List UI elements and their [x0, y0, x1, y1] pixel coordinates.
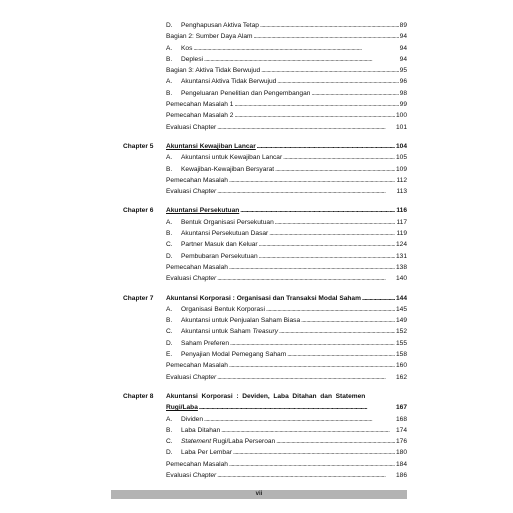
toc-row	[0, 99, 513, 110]
toc-row	[0, 273, 513, 284]
item-page: 186	[395, 471, 407, 479]
item-text: Saham Preferen	[181, 339, 230, 347]
toc-row	[0, 304, 513, 315]
toc-row	[0, 164, 513, 175]
item-page: 168	[395, 415, 407, 423]
toc-row	[0, 217, 513, 228]
item-text: Pemecahan Masalah	[166, 263, 228, 271]
chapter-heading-row	[0, 205, 513, 216]
item-letter: C.	[166, 328, 173, 336]
item-letter: A.	[166, 154, 173, 162]
toc-row	[0, 436, 513, 447]
chapter-page: 104	[395, 142, 407, 150]
item-page: 138	[395, 263, 407, 271]
chapter-title: Akuntansi Kewajiban Lancar	[166, 142, 256, 150]
item-text: Kewajiban-Kewajiban Bersyarat	[181, 165, 275, 173]
item-text: Organisasi Bentuk Korporasi	[181, 305, 265, 313]
item-text: Akuntansi untuk Saham Treasury	[181, 328, 279, 336]
toc-row	[0, 425, 513, 436]
item-letter: A.	[166, 78, 173, 86]
toc-row	[0, 228, 513, 239]
item-letter: A.	[166, 44, 173, 52]
chapter-heading-row	[0, 141, 513, 152]
item-letter: B.	[166, 165, 173, 173]
item-page: 174	[395, 426, 407, 434]
item-text: Evaluasi Chapter	[166, 188, 217, 196]
item-letter: A.	[166, 415, 173, 423]
item-text: Akuntansi Aktiva Tidak Berwujud	[181, 78, 277, 86]
toc-row	[0, 315, 513, 326]
item-letter: D.	[166, 22, 173, 29]
item-page: 180	[395, 449, 407, 457]
toc-row	[0, 251, 513, 262]
page-number: vii	[255, 491, 263, 497]
item-text: Bagian 2: Sumber Daya Alam	[166, 33, 253, 41]
item-page: 184	[395, 460, 407, 468]
toc-row	[0, 372, 513, 383]
item-text: Partner Masuk dan Keluar	[181, 241, 258, 249]
item-letter: C.	[166, 241, 173, 249]
toc-row	[0, 326, 513, 337]
chapter-page: 167	[395, 404, 407, 412]
item-text: Pengeluaran Penelitian dan Pengembangan	[181, 89, 311, 97]
item-text: Bagian 3: Aktiva Tidak Berwujud	[166, 67, 261, 75]
toc-row	[0, 349, 513, 360]
item-page: 119	[396, 230, 407, 238]
toc-row	[0, 414, 513, 425]
item-text: Akuntansi untuk Penjualan Saham Biasa	[181, 317, 301, 325]
item-text: Evaluasi Chapter	[166, 373, 217, 381]
toc-row	[0, 122, 513, 133]
item-letter: A.	[166, 218, 173, 226]
toc-row	[0, 360, 513, 371]
page-footer-bar	[111, 490, 407, 499]
chapter-label: Chapter 8	[123, 392, 154, 400]
toc-row	[0, 152, 513, 163]
item-text: Pemecahan Masalah	[166, 460, 228, 468]
item-letter: B.	[166, 426, 173, 434]
item-page: 113	[396, 188, 407, 196]
item-letter: B.	[166, 89, 173, 97]
toc-row	[0, 110, 513, 121]
item-letter: D.	[166, 449, 173, 457]
toc-row	[0, 338, 513, 349]
item-letter: E.	[166, 351, 173, 359]
chapter-title: Akuntansi Korporasi : Organisasi dan Transaksi Modal Saham	[166, 294, 361, 302]
item-page: 105	[395, 154, 407, 162]
item-text: Evaluasi Chapter	[166, 275, 217, 283]
item-page: 98	[399, 89, 407, 97]
item-page: 117	[396, 218, 407, 226]
chapter-title-line2: Rugi/Laba	[166, 404, 198, 412]
item-page: 99	[399, 101, 407, 109]
item-letter: B.	[166, 317, 173, 325]
toc-row	[0, 76, 513, 87]
chapter-page: 144	[395, 294, 407, 302]
item-text: Laba Per Lembar	[181, 449, 232, 457]
chapter-label: Chapter 6	[123, 207, 154, 215]
toc-row	[0, 88, 513, 99]
toc-row	[0, 459, 513, 470]
item-text: Kos	[181, 44, 193, 52]
item-text: Evaluasi Chapter	[166, 123, 217, 131]
chapter-title: Akuntansi Persekutuan	[166, 207, 240, 215]
item-page: 155	[395, 339, 407, 347]
item-page: 176	[395, 438, 407, 446]
chapter-label: Chapter 7	[123, 294, 154, 302]
toc-row	[0, 31, 513, 42]
toc-row	[0, 65, 513, 76]
item-text: Pemecahan Masalah 2	[166, 112, 234, 120]
item-page: 162	[395, 373, 407, 381]
chapter-label: Chapter 5	[123, 142, 154, 150]
item-page: 94	[399, 55, 407, 63]
item-page: 160	[395, 362, 407, 370]
toc-row	[0, 239, 513, 250]
item-letter: A.	[166, 305, 173, 313]
item-page: 124	[395, 241, 407, 249]
item-page: 96	[399, 78, 407, 86]
item-page: 152	[395, 328, 407, 336]
toc-row	[0, 186, 513, 197]
item-text: Deplesi	[181, 55, 203, 63]
item-page: 149	[395, 317, 407, 325]
item-text: Laba Ditahan	[181, 426, 221, 434]
item-page: 94	[399, 33, 407, 41]
item-text: Penyajian Modal Pemegang Saham	[181, 351, 287, 359]
item-page: 112	[396, 176, 407, 184]
toc-row	[0, 447, 513, 458]
item-page: 94	[399, 44, 407, 52]
item-text: Pemecahan Masalah	[166, 176, 228, 184]
item-text: Bentuk Organisasi Persekutuan	[181, 218, 274, 226]
toc-row	[0, 43, 513, 54]
item-text: Statement Rugi/Laba Perseroan	[181, 438, 276, 446]
toc-row	[0, 20, 513, 31]
item-text: Evaluasi Chapter	[166, 471, 217, 479]
item-page: 95	[399, 67, 407, 75]
item-page: 101	[395, 123, 407, 131]
item-text: Akuntansi Persekutuan Dasar	[181, 230, 269, 238]
toc-row	[0, 54, 513, 65]
item-text: Pembubaran Persekutuan	[181, 252, 258, 260]
item-text: Penghapusan Aktiva Tetap	[181, 22, 259, 29]
toc-row	[0, 262, 513, 273]
item-letter: C.	[166, 438, 173, 446]
item-letter: D.	[166, 252, 173, 260]
item-letter: B.	[166, 230, 173, 238]
chapter-heading-row	[0, 391, 513, 402]
chapter-heading-row	[0, 402, 513, 413]
chapter-title-line1: Akuntansi Korporasi : Deviden, Laba Ditahan dan Statemen	[166, 392, 366, 400]
table-of-contents	[0, 20, 513, 481]
item-letter: D.	[166, 339, 173, 347]
item-page: 131	[395, 252, 407, 260]
item-text: Akuntansi untuk Kewajiban Lancar	[181, 154, 283, 162]
item-text: Pemecahan Masalah	[166, 362, 228, 370]
chapter-heading-row	[0, 293, 513, 304]
item-page: 158	[395, 351, 407, 359]
item-page: 100	[395, 112, 407, 120]
item-page: 145	[395, 305, 407, 313]
item-letter: B.	[166, 55, 173, 63]
item-page: 109	[395, 165, 407, 173]
item-page: 140	[395, 275, 407, 283]
toc-row	[0, 175, 513, 186]
toc-row	[0, 470, 513, 481]
chapter-page: 116	[396, 207, 407, 215]
item-text: Pemecahan Masalah 1	[166, 101, 234, 109]
item-text: Dividen	[181, 415, 203, 423]
item-page: 89	[399, 22, 407, 29]
